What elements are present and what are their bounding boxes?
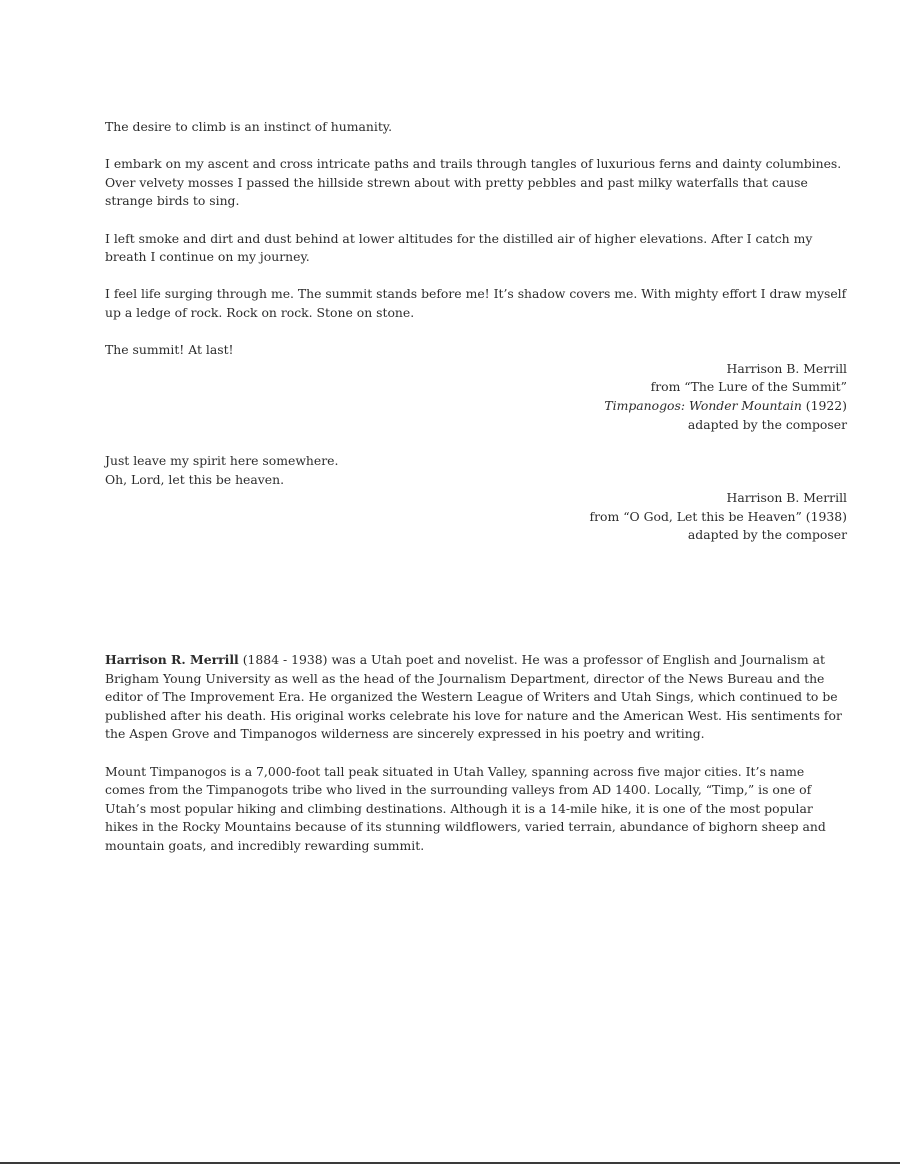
attribution-1-source: from “The Lure of the Summit” xyxy=(650,379,847,395)
bio-text: (1884 - 1938) was a Utah poet and novelist. He was a professor of English and Journalism at Brigham Young University as well as the head of the Journalism Department, director of the News Bureau and the editor of The Improvement Era. He organized the Western League of Writers and Utah Sings, which continued to be published after his death. His original works celebrate his love for nature and the American West. His sentiments for the Aspen Grove and Timpanogos wilderness are sincerely expressed in his poetry and writing. xyxy=(105,652,842,742)
poem-stanza-4: I feel life surging through me. The summit stands before me! It’s shadow covers me. With mighty effort I draw myself up a ledge of rock. Rock on rock. Stone on stone. xyxy=(105,286,847,320)
attribution-1-author: Harrison B. Merrill xyxy=(726,360,847,376)
attribution-1-book xyxy=(105,397,847,416)
verse-2-line-2: Oh, Lord, let this be heaven. xyxy=(105,471,285,487)
poem-stanza-2: I embark on my ascent and cross intricate paths and trails through tangles of luxurious ferns and dainty columbines. Over velvety mosses I passed the hillside strewn about with pretty pebbles and past milky waterfalls that cause strange birds to sing. xyxy=(105,156,842,209)
attribution-1-note: adapted by the composer xyxy=(687,416,847,432)
attribution-1-book-year: (1922) xyxy=(801,397,847,413)
attribution-1-book-title: Timpanogos: Wonder Mountain xyxy=(604,397,802,413)
attribution-2-author: Harrison B. Merrill xyxy=(726,490,847,506)
document-page xyxy=(105,118,847,856)
attribution-2-source: from “O God, Let this be Heaven” (1938) xyxy=(589,508,847,524)
attribution-2 xyxy=(105,489,847,545)
bio-paragraph xyxy=(105,651,847,744)
poem-stanza-5: The summit! At last! xyxy=(105,342,234,358)
attribution-2-note: adapted by the composer xyxy=(687,527,847,543)
bio-name: Harrison R. Merrill xyxy=(105,652,239,668)
poem-section xyxy=(105,118,847,360)
poem-stanza-3: I left smoke and dirt and dust behind at lower altitudes for the distilled air of higher elevations. After I catch my breath I continue on my journey. xyxy=(105,230,813,265)
section-spacer xyxy=(105,545,847,651)
verse-2 xyxy=(105,452,847,489)
mountain-paragraph: Mount Timpanogos is a 7,000-foot tall peak situated in Utah Valley, spanning across five major cities. It’s name comes from the Timpanogots tribe who lived in the surrounding valleys from AD 1400. Locally, “Timp,” is one of Utah’s most popular hiking and climbing destinations. Although it is a 14-mile hike, it is one of the most popular hikes in the Rocky Mountains because of its stunning wildflowers, varied terrain, abundance of bighorn sheep and mountain goats, and incredibly rewarding summit. xyxy=(105,763,826,853)
attribution-1 xyxy=(105,360,847,434)
poem-line-1: The desire to climb is an instinct of humanity. xyxy=(105,119,393,134)
bio-section xyxy=(105,651,847,856)
verse-2-line-1: Just leave my spirit here somewhere. xyxy=(105,453,339,469)
